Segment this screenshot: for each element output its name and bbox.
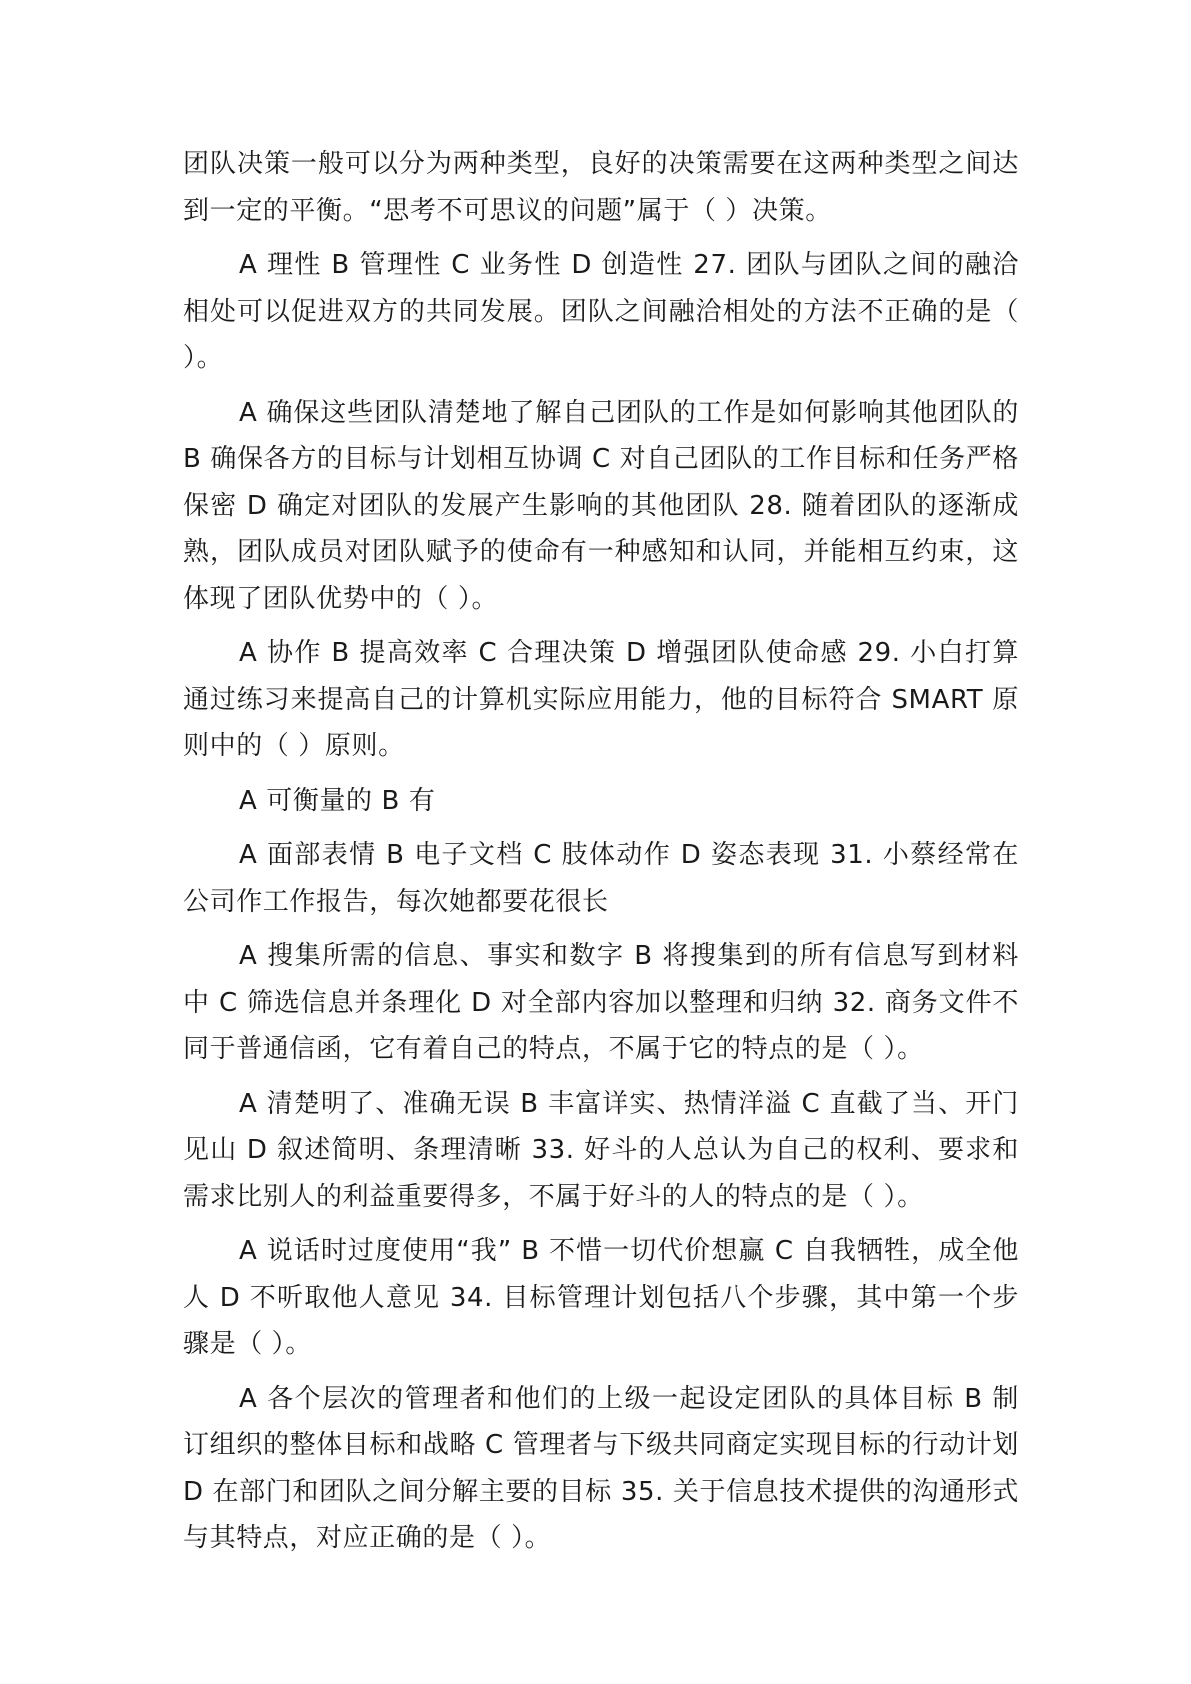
paragraph-8: A 清楚明了、准确无误 B 丰富详实、热情洋溢 C 直截了当、开门见山 D 叙述简明、条理清晰 33. 好斗的人总认为自己的权利、要求和需求比别人的利益重要得多，不属于好斗的人的特点的是（ ）。	[183, 1088, 1019, 1212]
paragraph-10: A 各个层次的管理者和他们的上级一起设定团队的具体目标 B 制订组织的整体目标和战略 C 管理者与下级共同商定实现目标的行动计划 D 在部门和团队之间分解主要的目标 35. 关于信息技术提供的沟通形式与其特点，对应正确的是（ ）。	[183, 1383, 1019, 1553]
document-body	[183, 141, 1019, 1570]
paragraph-9: A 说话时过度使用“我” B 不惜一切代价想赢 C 自我牺牲，成全他人 D 不听取他人意见 34. 目标管理计划包括八个步骤，其中第一个步骤是（ ）。	[183, 1236, 1019, 1359]
paragraph-6: A 面部表情 B 电子文档 C 肢体动作 D 姿态表现 31. 小蔡经常在公司作工作报告，每次她都要花很长	[183, 840, 1019, 917]
paragraph-1: 团队决策一般可以分为两种类型，良好的决策需要在这两种类型之间达到一定的平衡。“思考不可思议的问题”属于（ ）决策。	[183, 149, 1019, 226]
paragraph-4: A 协作 B 提高效率 C 合理决策 D 增强团队使命感 29. 小白打算通过练习来提高自己的计算机实际应用能力，他的目标符合 SMART 原则中的（ ）原则。	[183, 638, 1019, 761]
paragraph-2: A 理性 B 管理性 C 业务性 D 创造性 27. 团队与团队之间的融洽相处可以促进双方的共同发展。团队之间融洽相处的方法不正确的是（ ）。	[183, 250, 1019, 373]
paragraph-7: A 搜集所需的信息、事实和数字 B 将搜集到的所有信息写到材料中 C 筛选信息并条理化 D 对全部内容加以整理和归纳 32. 商务文件不同于普通信函，它有着自己的特点，不属于它的特点的是（ ）。	[183, 941, 1019, 1064]
paragraph-3: A 确保这些团队清楚地了解自己团队的工作是如何影响其他团队的 B 确保各方的目标与计划相互协调 C 对自己团队的工作目标和任务严格保密 D 确定对团队的发展产生影响的其他团队 28. 随着团队的逐渐成熟，团队成员对团队赋予的使命有一种感知和认同，并能相互约束，这体现了团队优势中的（ ）。	[183, 397, 1019, 614]
paragraph-5: A 可衡量的 B 有	[239, 785, 436, 816]
